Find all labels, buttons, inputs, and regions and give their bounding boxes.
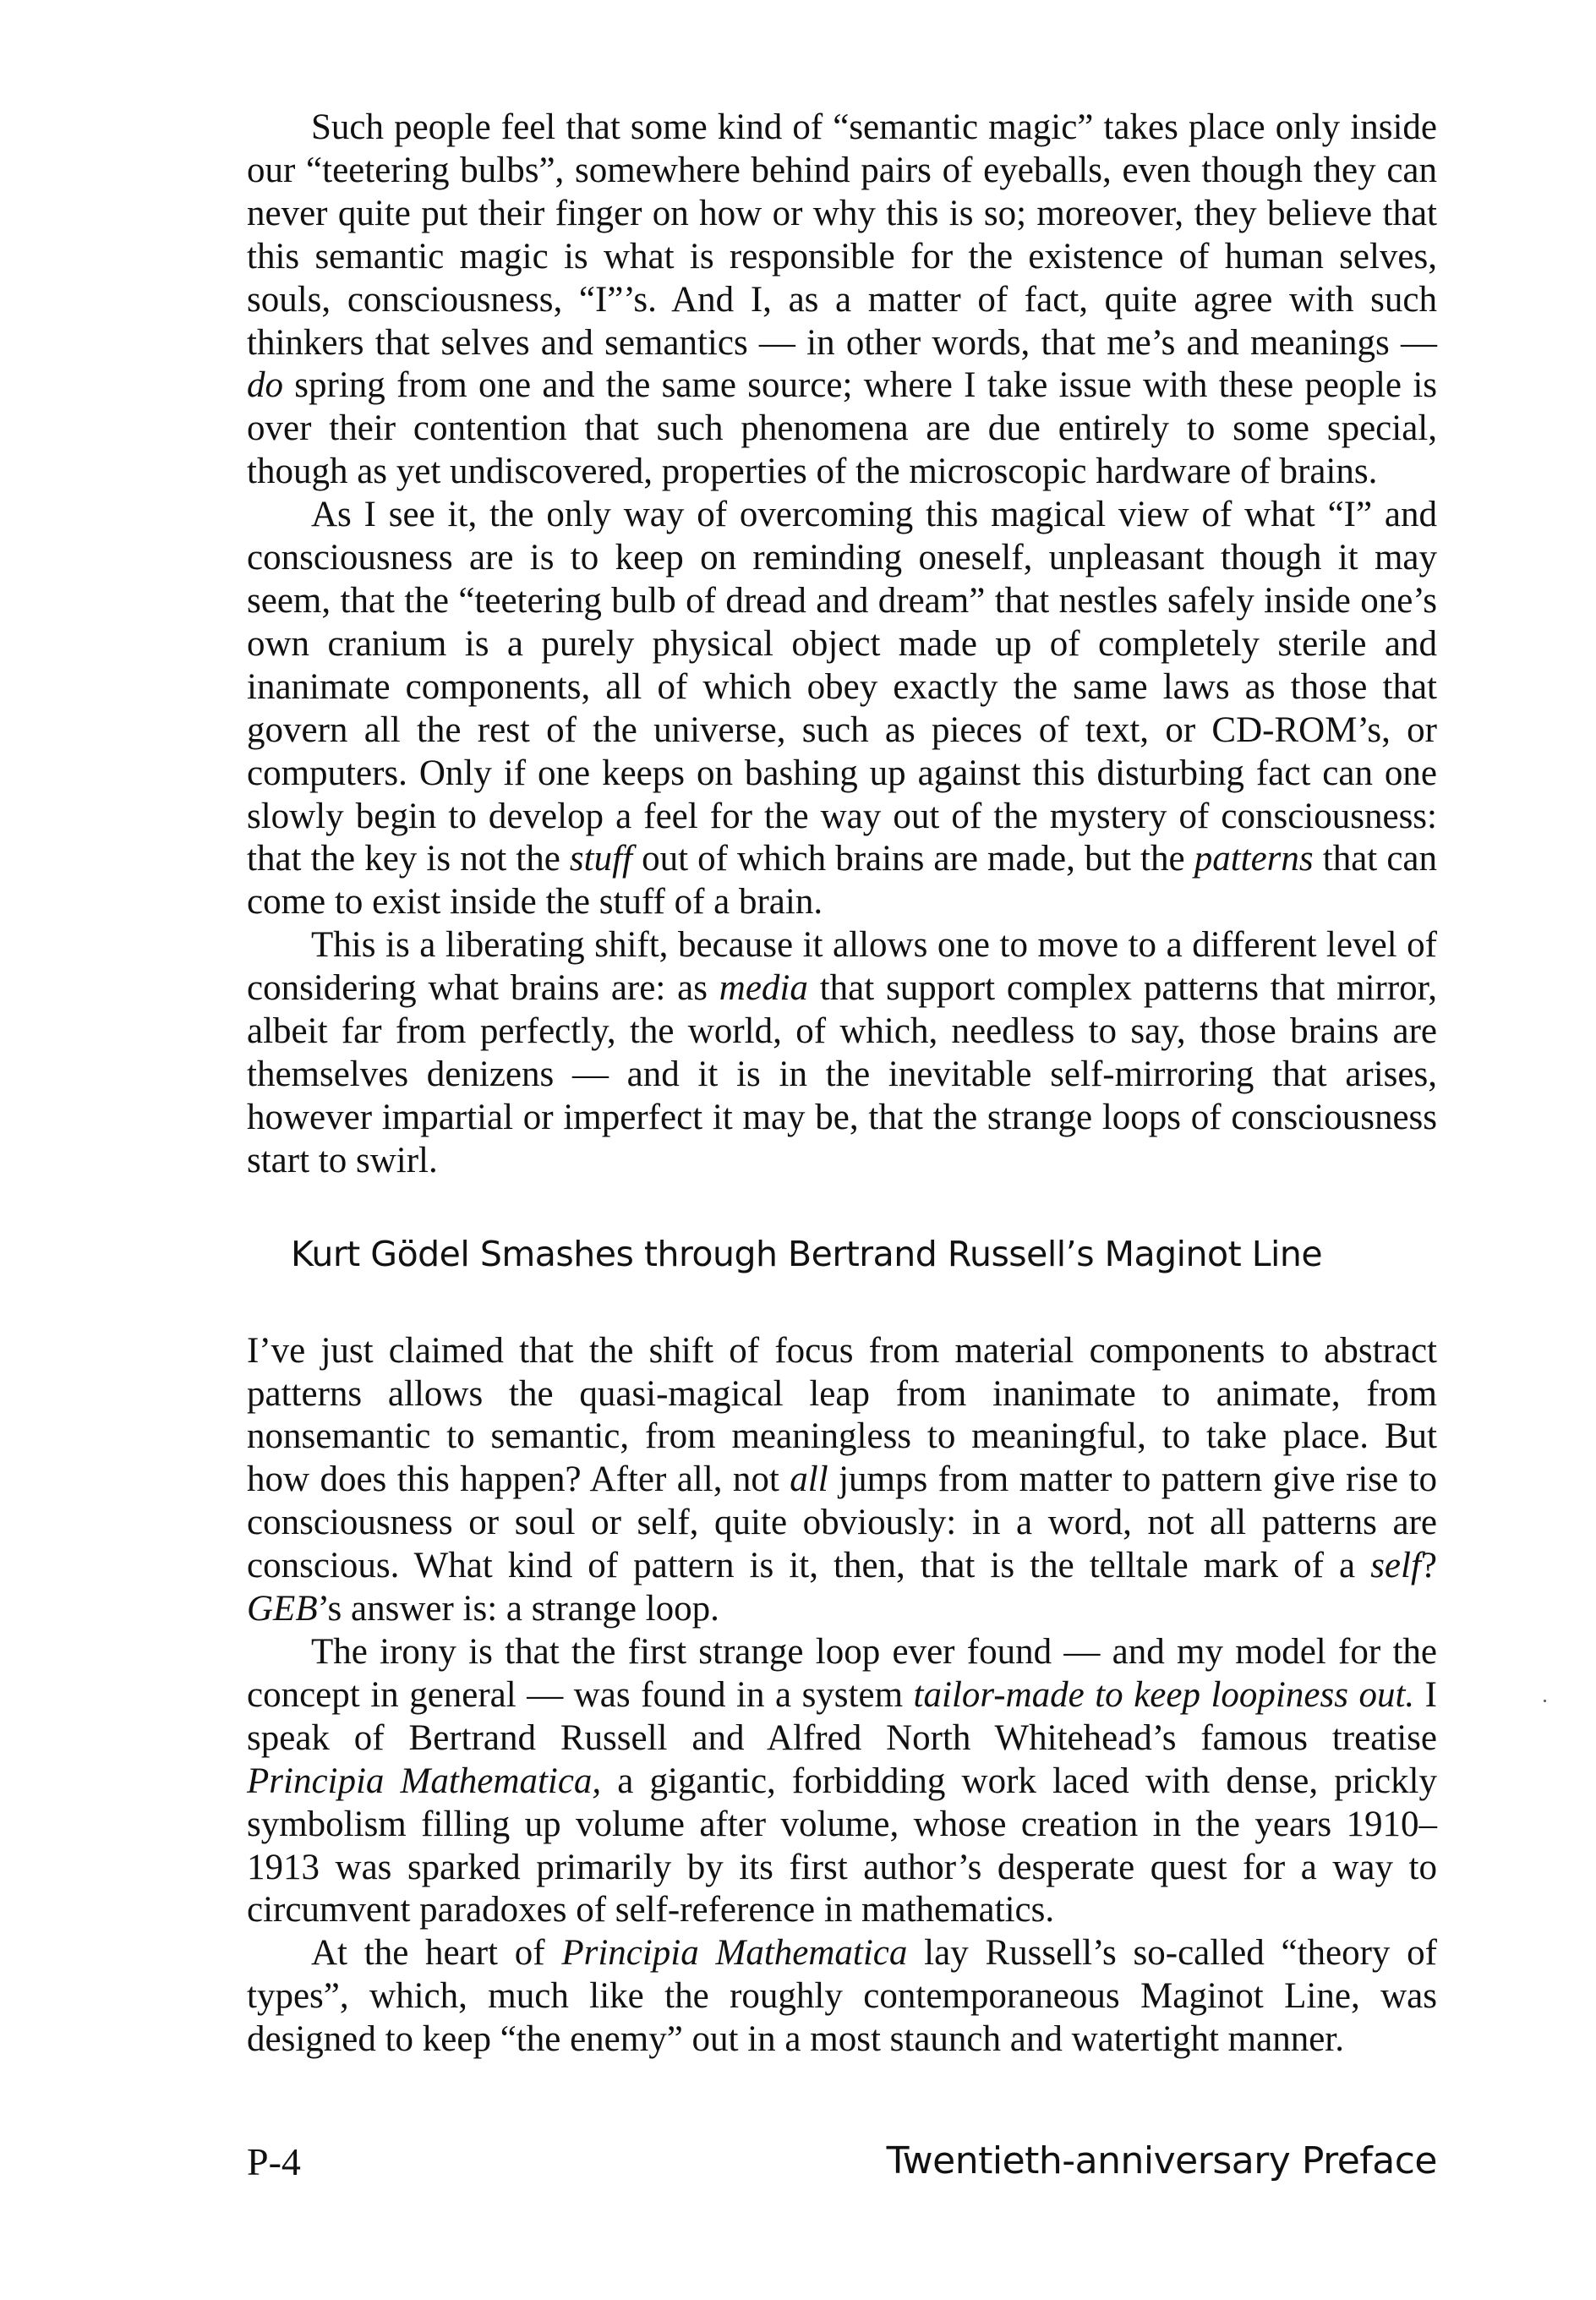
text-run: ? bbox=[1420, 1546, 1437, 1586]
paragraph bbox=[247, 1932, 1437, 2062]
paragraph bbox=[247, 107, 1437, 494]
italic-text: all bbox=[790, 1459, 828, 1500]
text-run: I speak of Bertrand Russell and Alfred North Whitehead’s famous treatise bbox=[247, 1674, 1437, 1758]
text-run: The irony is that the first strange loop ever found — and my model for the concept in general — was found in a system bbox=[247, 1632, 1437, 1715]
paragraph bbox=[247, 1330, 1437, 1631]
text-run: As I see it, the only way of overcoming this magical view of what “I” and consciousness are is to keep on reminding oneself, unpleasant though it may seem, that the “teetering bulb of dread and dream” that nestles safely inside one’s own cranium is a purely physical object made up of completely sterile and inanimate components, all of which obey exactly the same laws as those that govern all the rest of the universe, such as pieces of text, or CD-ROM’s, or computers. Only if one keeps on bashing up against this disturbing fact can one slowly begin to develop a feel for the way out of the mystery of consciousness: that the key is not the bbox=[247, 495, 1437, 879]
paragraph bbox=[247, 1631, 1437, 1932]
running-title: Twentieth-anniversary Preface bbox=[886, 2139, 1437, 2182]
body-after-heading bbox=[247, 1330, 1437, 2062]
text-run: jumps from matter to pattern give rise to consciousness or soul or self, quite obviously: in a word, not all patterns are conscious. What kind of pattern is it, then, that is the telltale mark of a bbox=[247, 1459, 1437, 1586]
italic-text: media bbox=[719, 968, 808, 1009]
text-run: At the heart of bbox=[311, 1933, 562, 1974]
text-run: spring from one and the same source; where I take issue with these people is over their contention that such phenomena are due entirely to some special, though as yet undiscovered, properties of the microscopic hardware of brains. bbox=[247, 365, 1437, 492]
margin-dot bbox=[1544, 1700, 1546, 1702]
italic-text: Principia Mathematica, bbox=[247, 1761, 602, 1801]
italic-text: Principia Mathematica bbox=[561, 1933, 908, 1974]
italic-text: tailor-made to keep loopiness out. bbox=[913, 1674, 1415, 1715]
text-column bbox=[247, 107, 1437, 2062]
text-run: that can come to exist inside the stuff of a brain. bbox=[247, 839, 1437, 923]
text-run: out of which brains are made, but the bbox=[631, 839, 1194, 879]
text-run: a gigantic, forbidding work laced with dense, prickly symbolism filling up volume after volume, whose creation in the years 1910–1913 was sparked primarily by its first author’s desperate quest for a way to circumvent paradoxes of self-reference in mathematics. bbox=[247, 1761, 1438, 1930]
section-heading: Kurt Gödel Smashes through Bertrand Russell’s Maginot Line bbox=[291, 1233, 1323, 1274]
italic-text: stuff bbox=[569, 839, 632, 879]
italic-text: self bbox=[1370, 1546, 1421, 1586]
text-run: This is a liberating shift, because it allows one to move to a different level of considering what brains are: as bbox=[247, 925, 1437, 1009]
paragraph bbox=[247, 924, 1437, 1182]
italic-text: GEB bbox=[247, 1589, 318, 1629]
body-before-heading bbox=[247, 107, 1437, 1183]
paragraph bbox=[247, 494, 1437, 924]
text-run: ’s answer is: a strange loop. bbox=[317, 1589, 719, 1629]
text-run: that support complex patterns that mirror, albeit far from perfectly, the world, of which, needless to say, those brains are themselves denizens — and it is in the inevitable self-mirroring that arises, however impartial or imperfect it may be, that the strange loops of consciousness start to swirl. bbox=[247, 968, 1437, 1180]
italic-text: do bbox=[247, 365, 283, 406]
text-run: lay Russell’s so-called “theory of types”, which, much like the roughly contemporaneous Maginot Line, was designed to keep “the enemy” out in a most staunch and watertight manner. bbox=[247, 1933, 1437, 2060]
text-run: I’ve just claimed that the shift of focus from material components to abstract patterns allows the quasi-magical leap from inanimate to animate, from nonsemantic to semantic, from meaningless to meaningful, to take place. But how does this happen? After all, not bbox=[247, 1330, 1437, 1500]
text-run: Such people feel that some kind of “semantic magic” takes place only inside our “teetering bulbs”, somewhere behind pairs of eyeballs, even though they can never quite put their finger on how or why this is so; moreover, they believe that this semantic magic is what is responsible for the existence of human selves, souls, consciousness, “I”’s. And I, as a matter of fact, quite agree with such thinkers that selves and semantics — in other words, that me’s and meanings — bbox=[247, 107, 1437, 363]
page-number: P-4 bbox=[247, 2140, 301, 2183]
italic-text: patterns bbox=[1194, 839, 1314, 879]
